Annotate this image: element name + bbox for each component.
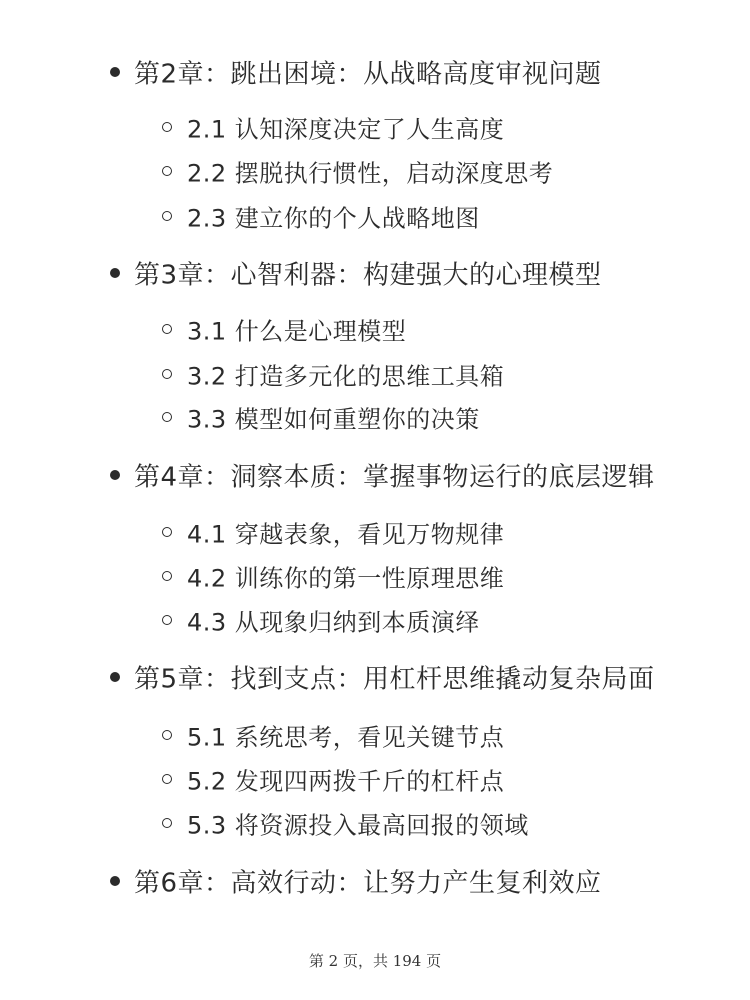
bullet-circle-icon	[162, 571, 172, 581]
bullet-circle-icon	[162, 166, 172, 176]
bullet-circle-icon	[162, 818, 172, 828]
section-title: 2.1 认知深度决定了人生高度	[187, 115, 505, 144]
bullet-circle-icon	[162, 324, 172, 334]
bullet-circle-icon	[162, 369, 172, 379]
chapter-title: 第4章：洞察本质：掌握事物运行的底层逻辑	[134, 462, 655, 493]
bullet-disc-icon	[110, 268, 120, 278]
bullet-disc-icon	[110, 876, 120, 886]
bullet-disc-icon	[110, 672, 120, 682]
section-title: 4.2 训练你的第一性原理思维	[187, 564, 505, 593]
section-title: 4.3 从现象归纳到本质演绎	[187, 608, 480, 637]
page-number-footer: 第 2 页，共 194 页	[308, 952, 442, 970]
section-title: 3.1 什么是心理模型	[187, 317, 407, 346]
section-title: 3.2 打造多元化的思维工具箱	[187, 362, 505, 391]
section-title: 5.1 系统思考，看见关键节点	[187, 723, 505, 752]
bullet-circle-icon	[162, 774, 172, 784]
section-title: 2.3 建立你的个人战略地图	[187, 204, 480, 233]
bullet-circle-icon	[162, 527, 172, 537]
chapter-title: 第5章：找到支点：用杠杆思维撬动复杂局面	[134, 664, 655, 695]
bullet-circle-icon	[162, 615, 172, 625]
section-title: 5.2 发现四两拨千斤的杠杆点	[187, 767, 505, 796]
bullet-circle-icon	[162, 211, 172, 221]
bullet-circle-icon	[162, 122, 172, 132]
chapter-title: 第3章：心智利器：构建强大的心理模型	[134, 260, 602, 291]
chapter-title: 第6章：高效行动：让努力产生复利效应	[134, 868, 602, 899]
bullet-disc-icon	[110, 67, 120, 77]
chapter-title: 第2章：跳出困境：从战略高度审视问题	[134, 59, 602, 90]
section-title: 4.1 穿越表象，看见万物规律	[187, 520, 505, 549]
section-title: 5.3 将资源投入最高回报的领域	[187, 811, 529, 840]
bullet-disc-icon	[110, 470, 120, 480]
bullet-circle-icon	[162, 730, 172, 740]
section-title: 2.2 摆脱执行惯性，启动深度思考	[187, 159, 554, 188]
bullet-circle-icon	[162, 412, 172, 422]
section-title: 3.3 模型如何重塑你的决策	[187, 405, 480, 434]
